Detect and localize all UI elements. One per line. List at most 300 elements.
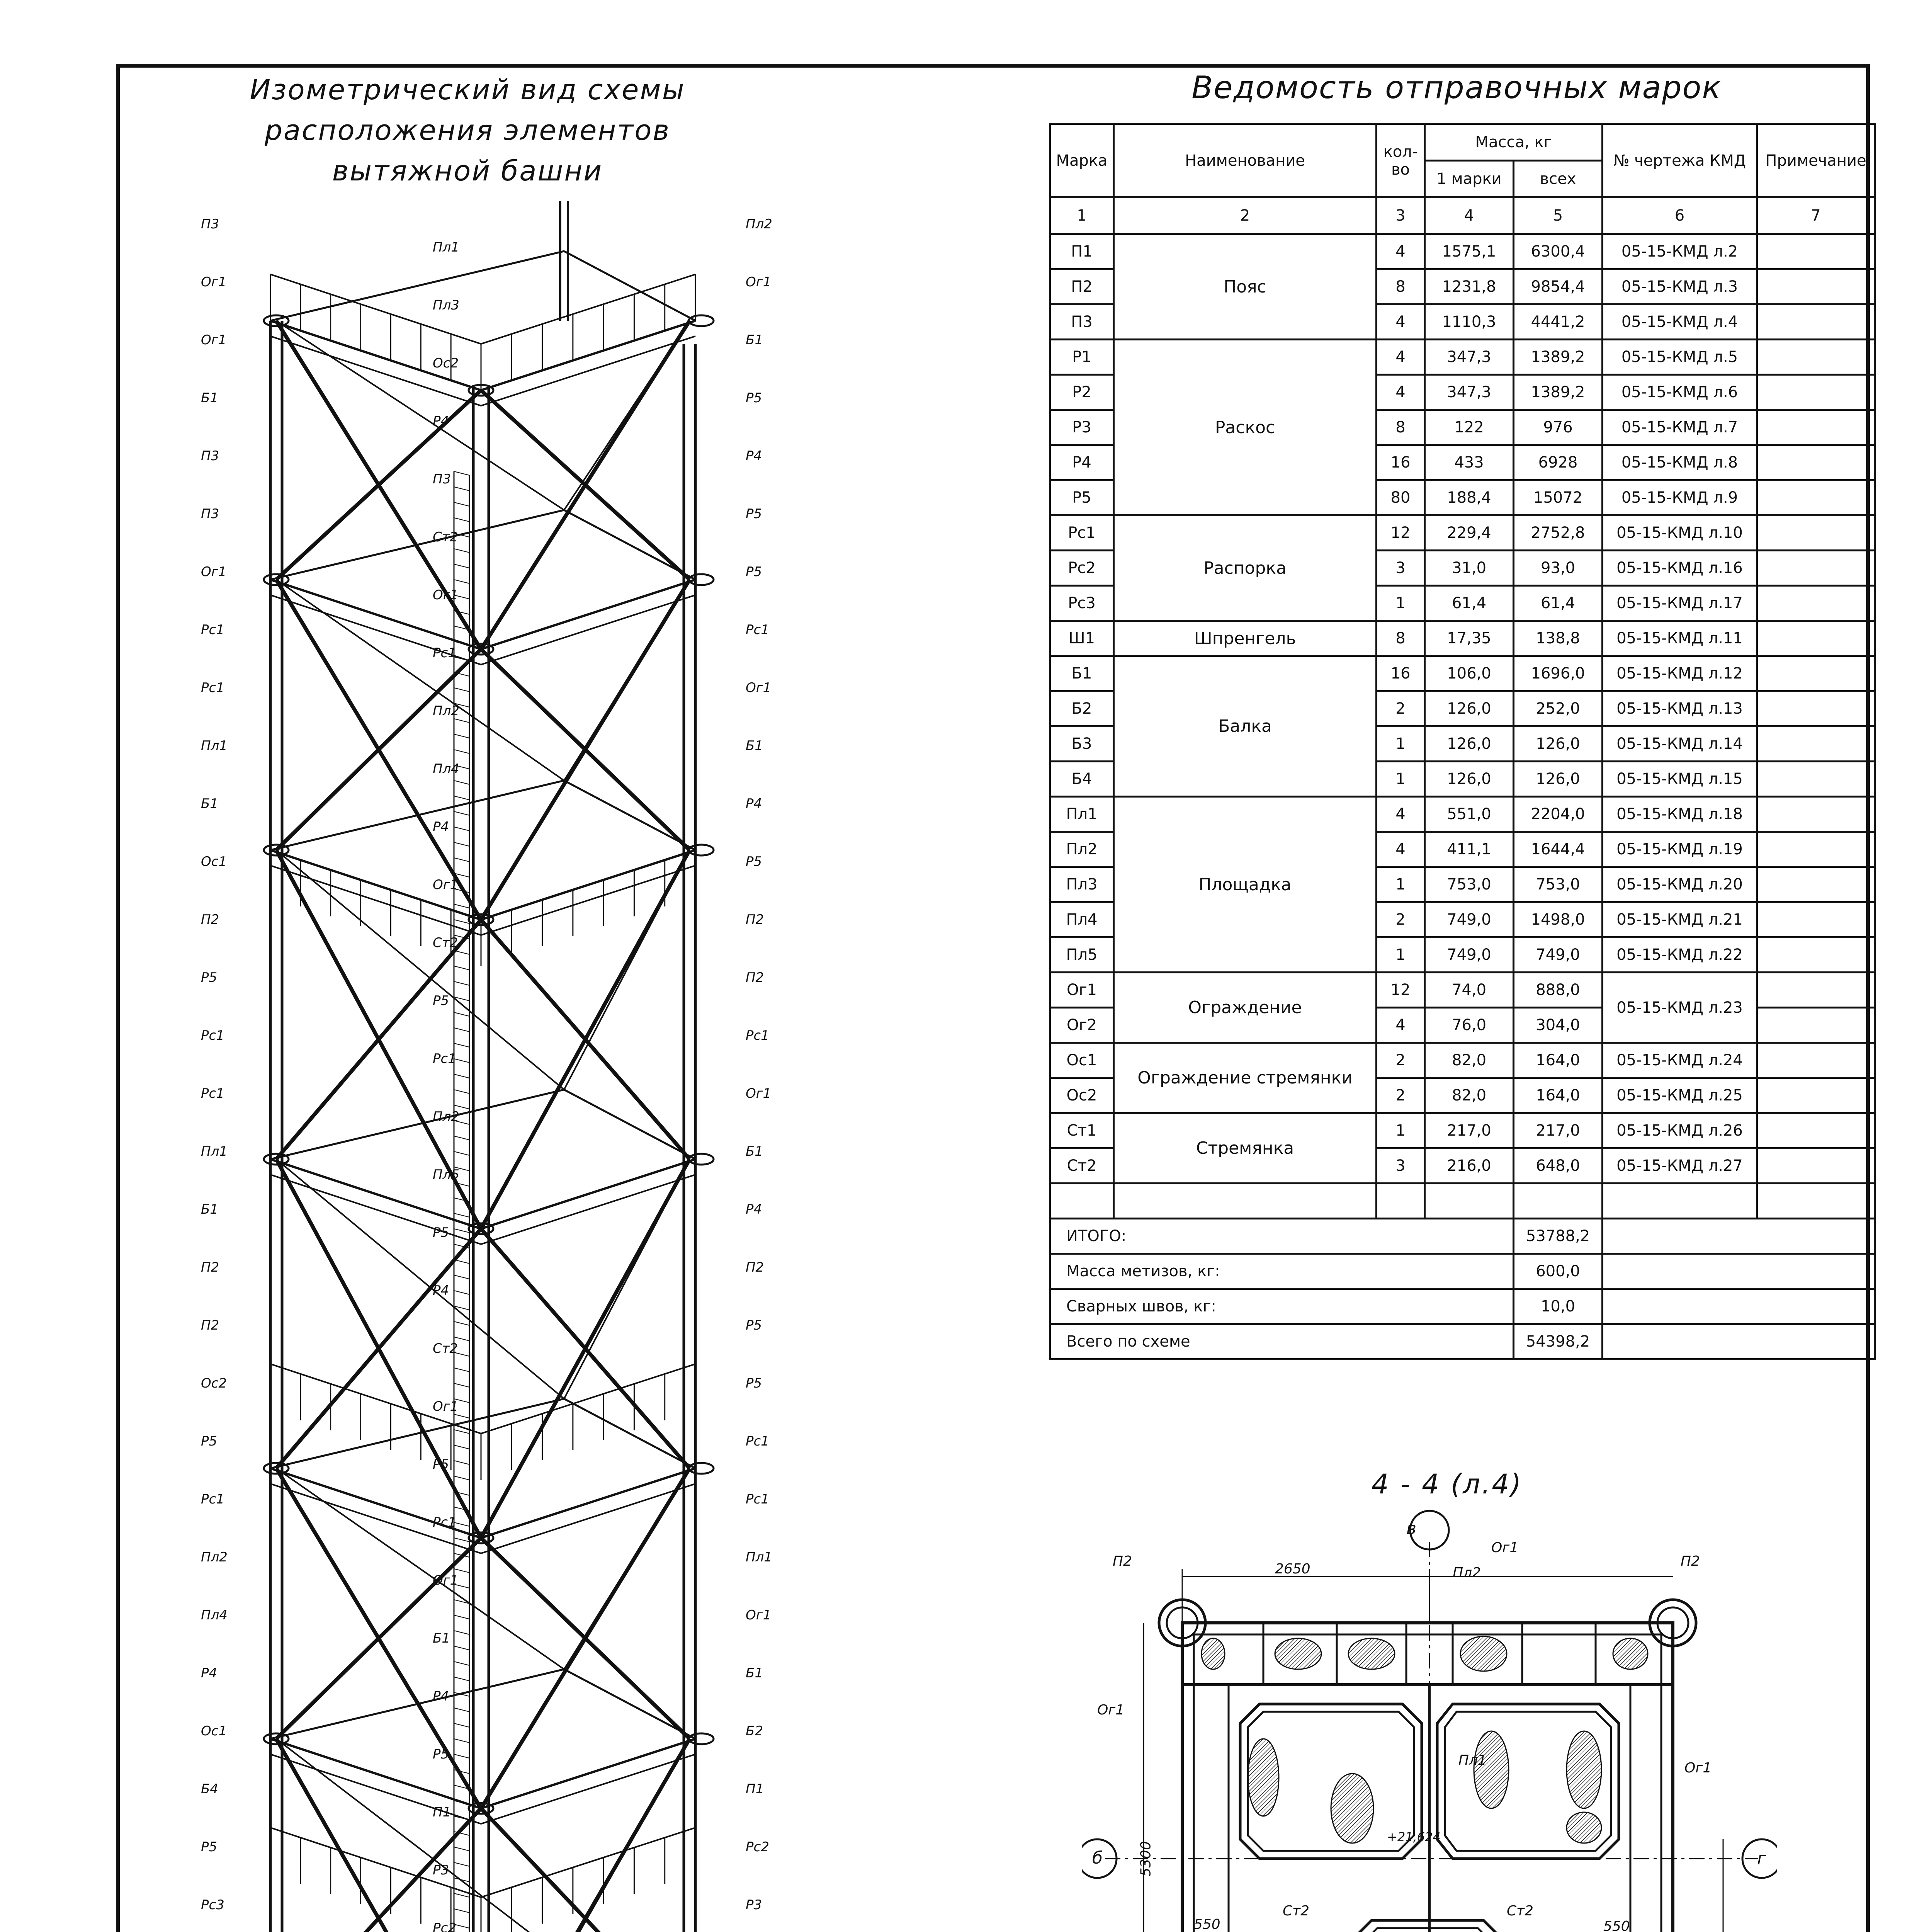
iso-callout: Рс1 [201,1028,224,1043]
cell-drawing: 05-15-КМД л.22 [1603,937,1757,973]
cell-drawing: 05-15-КМД л.16 [1603,551,1757,586]
iso-callout: Ог1 [746,1086,772,1101]
iso-title-line: расположения элементов [265,114,670,146]
cell-mass-one: 229,4 [1425,515,1514,551]
iso-callout: Пл4 [201,1607,228,1623]
iso-callout: Р4 [433,1689,449,1704]
cell-mass-all: 6928 [1514,445,1603,480]
cell-note [1757,902,1875,937]
cell-mass-all: 126,0 [1514,762,1603,797]
cell-mass-all: 304,0 [1514,1008,1603,1043]
cell-name: Пояс [1114,234,1377,340]
iso-callout: Р5 [433,993,449,1009]
table-row [1050,234,1875,269]
cell-note [1757,375,1875,410]
cell-mass-all: 749,0 [1514,937,1603,973]
axis-label-left: б [1092,1848,1103,1868]
iso-callout: Рс1 [201,622,224,638]
cell-drawing: 05-15-КМД л.19 [1603,832,1757,867]
cell-mass-one: 82,0 [1425,1043,1514,1078]
cell-marka: Б3 [1050,726,1114,762]
cell-marka: Пл3 [1050,867,1114,902]
cell-name: Распорка [1114,515,1377,621]
cell-mass-one: 749,0 [1425,937,1514,973]
table-cell [1603,1289,1875,1324]
cell-drawing: 05-15-КМД л.17 [1603,586,1757,621]
totals-label: Сварных швов, кг: [1050,1289,1514,1324]
cell-mass-one: 31,0 [1425,551,1514,586]
table-row [1050,973,1875,1008]
cell-marka: Ос2 [1050,1078,1114,1113]
iso-callout: Р5 [433,1225,449,1240]
cell-mass-all: 2204,0 [1514,797,1603,832]
cell-marka: Пл4 [1050,902,1114,937]
cell-mass-all: 1389,2 [1514,375,1603,410]
cell-drawing: 05-15-КМД л.14 [1603,726,1757,762]
cell-qty: 3 [1377,1148,1425,1184]
cell-note [1757,621,1875,656]
cell-note [1757,1078,1875,1113]
column-number: 3 [1377,197,1425,234]
iso-callout: Б1 [201,390,218,406]
cell-note [1757,234,1875,269]
cell-qty: 16 [1377,445,1425,480]
cell-qty: 4 [1377,340,1425,375]
table-row [1050,1113,1875,1148]
iso-callout: Ог1 [433,1573,459,1588]
axis-label-top: в [1406,1519,1416,1538]
dim-550-left: 550 [1194,1917,1220,1932]
cell-qty: 4 [1377,375,1425,410]
cell-marka: Пл5 [1050,937,1114,973]
cell-mass-one: 188,4 [1425,480,1514,515]
cell-mass-one: 411,1 [1425,832,1514,867]
label-st2-left: Ст2 [1283,1903,1310,1919]
iso-callout: Пл1 [201,738,228,753]
iso-callout: Ос1 [201,1723,227,1739]
cell-qty: 2 [1377,902,1425,937]
cell-qty: 8 [1377,269,1425,304]
cell-note [1757,1043,1875,1078]
cell-note [1757,480,1875,515]
col-header-drawing: № чертежа КМД [1603,124,1757,197]
iso-callout: Рс1 [746,1492,769,1507]
iso-callout: Рс1 [433,645,456,661]
iso-callout: Р5 [746,506,762,522]
cell-mass-one: 82,0 [1425,1078,1514,1113]
cell-mass-one: 122 [1425,410,1514,445]
iso-callout: Р5 [746,564,762,580]
cell-mass-one: 126,0 [1425,726,1514,762]
cell-mass-one: 551,0 [1425,797,1514,832]
cell-drawing: 05-15-КМД л.4 [1603,304,1757,340]
vedomost-table [1049,123,1876,1360]
cell-qty: 2 [1377,691,1425,726]
cell-note [1757,867,1875,902]
cell-drawing: 05-15-КМД л.6 [1603,375,1757,410]
iso-callout: Пл1 [201,1144,228,1159]
label-st2-right: Ст2 [1507,1903,1534,1919]
col-header-marka: Марка [1050,124,1114,197]
col-header-mass-all: всех [1514,161,1603,197]
cell-drawing: 05-15-КМД л.26 [1603,1113,1757,1148]
col-header-name: Наименование [1114,124,1377,197]
cell-name: Площадка [1114,797,1377,973]
cell-marka: Пл1 [1050,797,1114,832]
dim-top: 2650 [1275,1561,1310,1577]
col-header-mass-one: 1 марки [1425,161,1514,197]
iso-callout: Р5 [201,970,218,985]
iso-callout: Пл5 [433,1167,459,1182]
cell-marka: Пл2 [1050,832,1114,867]
blank-row [1050,1184,1875,1219]
iso-callout: Р5 [201,1839,218,1855]
cell-note [1757,937,1875,973]
cell-qty: 8 [1377,410,1425,445]
iso-callout: Пл2 [201,1549,228,1565]
cell-mass-one: 1110,3 [1425,304,1514,340]
dim-550-right: 550 [1603,1918,1630,1932]
label-p2-tl: П2 [1113,1553,1132,1569]
iso-callout: Ог1 [201,564,227,580]
cell-marka: Ог2 [1050,1008,1114,1043]
cell-mass-one: 17,35 [1425,621,1514,656]
iso-callout: Рс3 [201,1897,224,1913]
iso-callout: Рс1 [201,1492,224,1507]
cell-mass-all: 126,0 [1514,726,1603,762]
iso-callout: Пл3 [433,298,459,313]
table-row [1050,797,1875,832]
cell-note [1757,445,1875,480]
elevation-mark: +21,624 [1387,1830,1441,1844]
iso-title-line: Изометрический вид схемы [250,73,685,106]
iso-callout: Ог1 [746,680,772,696]
cell-note [1757,691,1875,726]
cell-mass-all: 164,0 [1514,1078,1603,1113]
cell-qty: 4 [1377,304,1425,340]
cell-note [1757,269,1875,304]
cell-mass-one: 76,0 [1425,1008,1514,1043]
iso-title-line: вытяжной башни [332,155,603,187]
iso-callout: Р5 [746,390,762,406]
iso-callout: Р4 [746,448,762,464]
cell-qty: 12 [1377,973,1425,1008]
cell-qty: 1 [1377,937,1425,973]
cell-mass-all: 93,0 [1514,551,1603,586]
cell-note [1757,762,1875,797]
iso-callout: П3 [201,448,219,464]
cell-qty: 4 [1377,234,1425,269]
iso-callout: Ст2 [433,935,458,951]
cell-marka: Ст2 [1050,1148,1114,1184]
cell-drawing: 05-15-КМД л.21 [1603,902,1757,937]
axis-label-right: г [1757,1849,1766,1869]
cell-mass-one: 217,0 [1425,1113,1514,1148]
table-row [1050,1043,1875,1078]
cell-note [1757,551,1875,586]
iso-callout: Б4 [201,1781,218,1797]
iso-callout: П2 [201,1260,219,1275]
cell-name: Стремянка [1114,1113,1377,1184]
iso-callout: Б1 [746,1144,763,1159]
iso-callout: Р5 [433,1457,449,1472]
table-row [1050,656,1875,691]
cell-note [1757,586,1875,621]
iso-callout: Пл2 [746,216,772,232]
iso-callout: Ст2 [433,529,458,545]
iso-callout: Ог1 [746,274,772,290]
column-number: 2 [1114,197,1377,234]
cell-note [1757,410,1875,445]
cell-mass-one: 74,0 [1425,973,1514,1008]
iso-callout: Рс2 [746,1839,769,1855]
table-cell [1603,1184,1757,1219]
cell-drawing: 05-15-КМД л.5 [1603,340,1757,375]
table-cell [1514,1184,1603,1219]
iso-callout: Рс1 [201,680,224,696]
cell-marka: П3 [1050,304,1114,340]
table-row [1050,621,1875,656]
cell-qty: 4 [1377,832,1425,867]
cell-marka: Б4 [1050,762,1114,797]
iso-callout: Р5 [746,1376,762,1391]
iso-callout: Р4 [201,1665,218,1681]
label-og1-right: Ог1 [1684,1760,1712,1776]
section-plan-4-4 [1082,1507,1777,1932]
iso-callout: Рс1 [746,622,769,638]
iso-callout: Б1 [201,1202,218,1217]
cell-name: Раскос [1114,340,1377,515]
iso-callout: П2 [746,912,764,927]
table-row [1050,340,1875,375]
cell-drawing: 05-15-КМД л.13 [1603,691,1757,726]
label-og1-top: Ог1 [1491,1540,1519,1556]
iso-callout: Рс1 [746,1434,769,1449]
cell-mass-one: 126,0 [1425,762,1514,797]
cell-mass-one: 753,0 [1425,867,1514,902]
cell-mass-all: 6300,4 [1514,234,1603,269]
cell-mass-all: 2752,8 [1514,515,1603,551]
cell-qty: 2 [1377,1043,1425,1078]
iso-callout: П1 [746,1781,764,1797]
cell-drawing: 05-15-КМД л.20 [1603,867,1757,902]
cell-qty: 1 [1377,726,1425,762]
cell-marka: Ш1 [1050,621,1114,656]
iso-callout: Р4 [746,1202,762,1217]
cell-marka: П2 [1050,269,1114,304]
iso-callout: Ос2 [201,1376,227,1391]
cell-mass-one: 126,0 [1425,691,1514,726]
cell-qty: 80 [1377,480,1425,515]
cell-qty: 1 [1377,762,1425,797]
table-cell [1050,1184,1114,1219]
cell-mass-one: 347,3 [1425,375,1514,410]
cell-qty: 1 [1377,1113,1425,1148]
cell-mass-one: 433 [1425,445,1514,480]
iso-callout: Ос2 [433,355,459,371]
iso-callout: Ог1 [201,332,227,348]
cell-mass-one: 1231,8 [1425,269,1514,304]
iso-callout: Рс1 [433,1515,456,1530]
iso-callout: Пл2 [433,1109,459,1124]
cell-drawing: 05-15-КМД л.25 [1603,1078,1757,1113]
isometric-tower-drawing [131,193,827,1932]
cell-drawing: 05-15-КМД л.11 [1603,621,1757,656]
iso-callout: Пл4 [433,761,459,777]
cell-drawing: 05-15-КМД л.18 [1603,797,1757,832]
iso-callout: Б1 [201,796,218,811]
cell-mass-all: 138,8 [1514,621,1603,656]
cell-mass-all: 1696,0 [1514,656,1603,691]
cell-drawing: 05-15-КМД л.15 [1603,762,1757,797]
table-cell [1603,1219,1875,1254]
iso-callout: Рс1 [746,1028,769,1043]
cell-marka: Ст1 [1050,1113,1114,1148]
iso-callout: Б1 [433,1631,450,1646]
totals-value: 10,0 [1514,1289,1603,1324]
cell-note [1757,797,1875,832]
cell-name: Ограждение стремянки [1114,1043,1377,1113]
cell-drawing: 05-15-КМД л.8 [1603,445,1757,480]
totals-value: 54398,2 [1514,1324,1603,1359]
iso-callout: П2 [746,970,764,985]
cell-note [1757,1008,1875,1043]
iso-callout: Ос1 [201,854,227,869]
table-cell [1114,1184,1377,1219]
iso-callout: Ст2 [433,1341,458,1356]
cell-note [1757,340,1875,375]
iso-callout: П2 [201,912,219,927]
cell-mass-all: 61,4 [1514,586,1603,621]
totals-row [1050,1289,1875,1324]
cell-drawing: 05-15-КМД л.24 [1603,1043,1757,1078]
cell-note [1757,726,1875,762]
cell-mass-all: 648,0 [1514,1148,1603,1184]
cell-mass-all: 4441,2 [1514,304,1603,340]
iso-callout: Пл1 [746,1549,772,1565]
column-number: 5 [1514,197,1603,234]
cell-drawing: 05-15-КМД л.3 [1603,269,1757,304]
cell-qty: 8 [1377,621,1425,656]
cell-note [1757,1148,1875,1184]
iso-callout: П3 [201,506,219,522]
table-cell [1757,1184,1875,1219]
iso-callout: Пл1 [433,240,459,255]
cell-mass-one: 749,0 [1425,902,1514,937]
table-cell [1603,1254,1875,1289]
totals-value: 600,0 [1514,1254,1603,1289]
label-pl1: Пл1 [1458,1752,1487,1768]
label-p2-tr: П2 [1681,1553,1700,1569]
table-cell [1425,1184,1514,1219]
cell-note [1757,832,1875,867]
cell-drawing: 05-15-КМД л.7 [1603,410,1757,445]
cell-drawing: 05-15-КМД л.9 [1603,480,1757,515]
iso-callout: Р3 [746,1897,762,1913]
totals-row [1050,1219,1875,1254]
table-row [1050,515,1875,551]
iso-callout: Р4 [433,1283,449,1298]
iso-callout: Ог1 [433,1399,459,1414]
cell-qty: 16 [1377,656,1425,691]
iso-callout: Р4 [433,819,449,835]
cell-note [1757,1113,1875,1148]
cell-marka: Р3 [1050,410,1114,445]
cell-drawing: 05-15-КМД л.12 [1603,656,1757,691]
cell-note [1757,304,1875,340]
cell-mass-all: 15072 [1514,480,1603,515]
cell-qty: 3 [1377,551,1425,586]
iso-callout: Ог1 [201,274,227,290]
col-header-qty: кол-во [1377,124,1425,197]
cell-note [1757,656,1875,691]
iso-callout: Р5 [433,1747,449,1762]
cell-mass-all: 976 [1514,410,1603,445]
cell-mass-all: 1644,4 [1514,832,1603,867]
iso-callout: Р5 [746,1318,762,1333]
cell-mass-all: 252,0 [1514,691,1603,726]
iso-callout: Б1 [746,332,763,348]
cell-note [1757,973,1875,1008]
col-header-mass: Масса, кг [1425,124,1603,161]
iso-callout: Б1 [746,738,763,753]
totals-row [1050,1324,1875,1359]
column-number: 4 [1425,197,1514,234]
iso-callout: П3 [433,471,451,487]
cell-qty: 1 [1377,586,1425,621]
cell-drawing: 05-15-КМД л.23 [1603,973,1757,1043]
cell-qty: 4 [1377,797,1425,832]
totals-value: 53788,2 [1514,1219,1603,1254]
iso-callout: Ог1 [433,877,459,893]
iso-callout: П2 [201,1318,219,1333]
totals-label: Всего по схеме [1050,1324,1514,1359]
totals-row [1050,1254,1875,1289]
totals-label: Масса метизов, кг: [1050,1254,1514,1289]
cell-note [1757,515,1875,551]
label-pl2: Пл2 [1453,1565,1481,1581]
cell-marka: Р4 [1050,445,1114,480]
cell-marka: Б1 [1050,656,1114,691]
cell-mass-one: 1575,1 [1425,234,1514,269]
cell-qty: 12 [1377,515,1425,551]
cell-mass-one: 61,4 [1425,586,1514,621]
vedomost-title: Ведомость отправочных марок [1191,70,1722,105]
cell-marka: Б2 [1050,691,1114,726]
cell-marka: Ос1 [1050,1043,1114,1078]
cell-drawing: 05-15-КМД л.27 [1603,1148,1757,1184]
column-number: 1 [1050,197,1114,234]
cell-mass-all: 753,0 [1514,867,1603,902]
cell-marka: П1 [1050,234,1114,269]
cell-qty: 4 [1377,1008,1425,1043]
iso-callout: Р4 [746,796,762,811]
iso-title [216,70,719,191]
iso-callout: П1 [433,1804,451,1820]
cell-name: Шпренгель [1114,621,1377,656]
label-og1-left: Ог1 [1097,1702,1125,1718]
cell-marka: Р2 [1050,375,1114,410]
cell-mass-all: 9854,4 [1514,269,1603,304]
cell-mass-all: 1389,2 [1514,340,1603,375]
iso-callout: П3 [201,216,219,232]
cell-marka: Р1 [1050,340,1114,375]
cell-mass-one: 106,0 [1425,656,1514,691]
iso-callout: Ог1 [746,1607,772,1623]
cell-qty: 1 [1377,867,1425,902]
iso-callout: Р5 [201,1434,218,1449]
iso-callout: Б1 [746,1665,763,1681]
